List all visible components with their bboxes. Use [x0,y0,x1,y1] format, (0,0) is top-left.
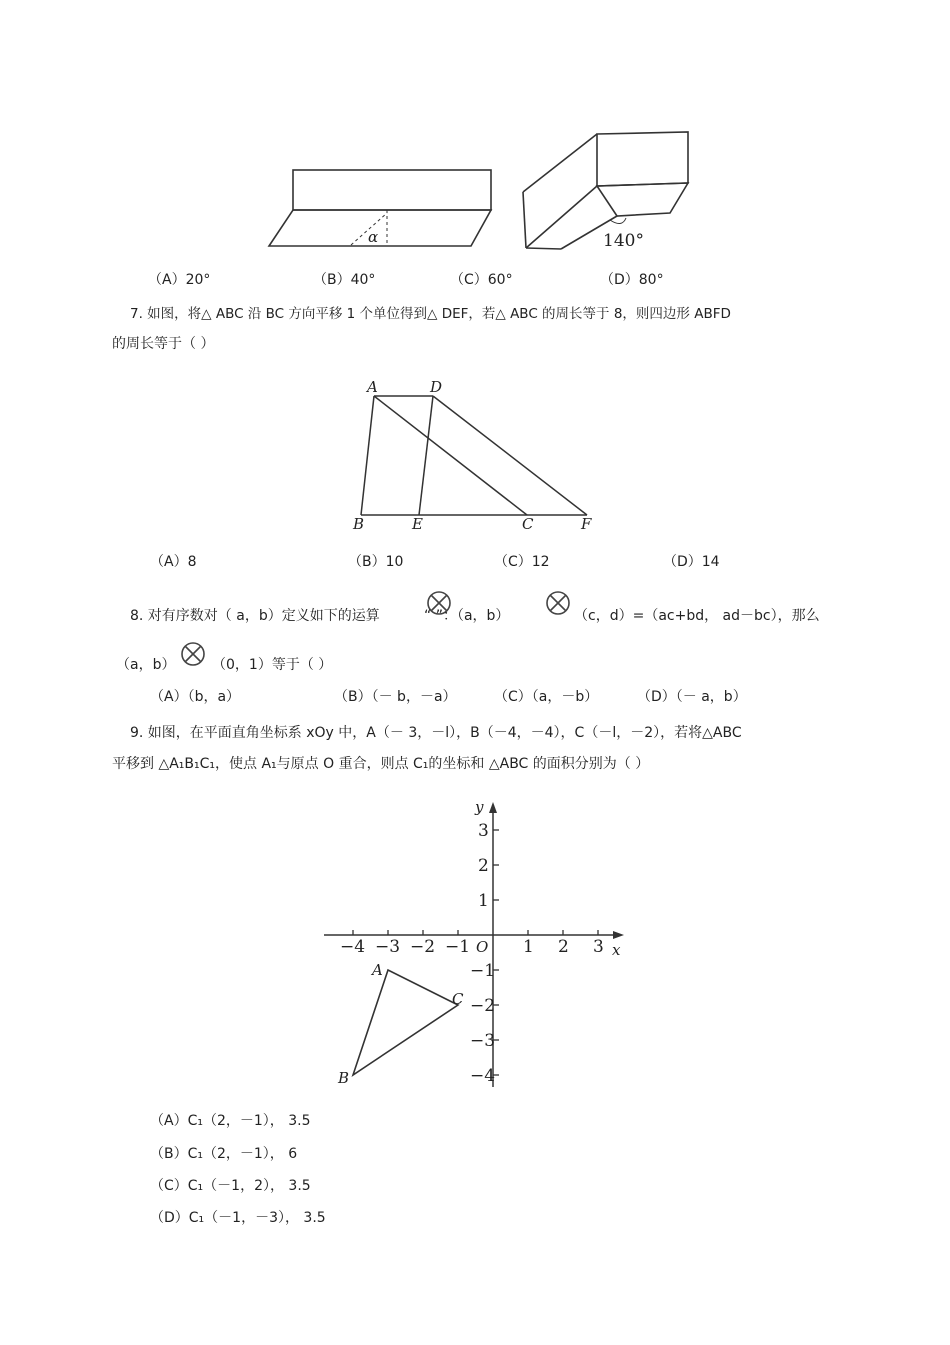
alpha-label: α [368,228,379,246]
q8-option-c[interactable]: （C）（a，－b） [494,689,599,705]
y-tick-label: −4 [470,1066,496,1086]
x-axis-label: x [612,941,621,959]
q8-stem-line1-b: “ ”：（a，b） [424,608,510,624]
q6-option-b[interactable]: （B）40° [313,272,376,288]
q7-option-b[interactable]: （B）10 [348,554,404,570]
q6-option-d[interactable]: （D）80° [600,272,664,288]
point-c-label: C [452,990,464,1008]
q9-stem-line1: 9. 如图，在平面直角坐标系 xOy 中，A（－ 3，－l），B（－4，－4），C（－l，－2），若将△ABC [130,725,742,741]
q8-stem-line1-a: 8. 对有序数对（ a，b）定义如下的运算 [130,608,380,624]
q8-option-b[interactable]: （B）（－ b，－a） [334,689,457,705]
q7-option-c[interactable]: （C）12 [494,554,550,570]
q9-option-c[interactable]: （C）C₁（－1，2）， 3.5 [150,1178,311,1194]
q7-label-b: B [353,515,365,533]
q8-stem-line1-c: （c，d）=（ac+bd， ad－bc），那么 [574,608,820,624]
x-tick-label: −2 [410,937,436,957]
q6-figure-left [265,165,500,250]
x-tick-label: −1 [445,937,471,957]
otimes-icon [180,641,206,667]
q7-label-a: A [367,378,378,396]
q7-label-d: D [430,378,443,396]
x-tick-label: 1 [523,937,534,957]
q8-option-a[interactable]: （A）（b，a） [150,689,241,705]
q9-option-d[interactable]: （D）C₁（－1，－3）， 3.5 [150,1210,326,1226]
q9-option-a[interactable]: （A）C₁（2，－1）， 3.5 [150,1113,311,1129]
q7-option-d[interactable]: （D）14 [663,554,720,570]
y-tick-label: 3 [478,821,489,841]
q7-label-c: C [522,515,534,533]
q6-option-a[interactable]: （A）20° [148,272,211,288]
q9-stem-line2: 平移到 △A₁B₁C₁，使点 A₁与原点 O 重合，则点 C₁的坐标和 △ABC 的面积分别为（ ） [112,756,650,772]
otimes-icon [545,590,571,616]
q6-figure-right [520,128,695,253]
y-tick-label: −2 [470,996,496,1016]
q7-label-e: E [412,515,423,533]
q7-label-f: F [581,515,592,533]
q9-coordinate-figure [320,795,630,1095]
y-tick-label: −3 [470,1031,496,1051]
q8-option-d[interactable]: （D）（－ a，b） [637,689,747,705]
x-tick-label: 3 [593,937,604,957]
q7-stem-line2: 的周长等于（ ） [112,336,215,352]
q7-figure [345,378,605,533]
x-tick-label: −3 [375,937,401,957]
q7-stem-line1: 7. 如图，将△ ABC 沿 BC 方向平移 1 个单位得到△ DEF，若△ ABC 的周长等于 8，则四边形 ABFD [130,306,731,322]
point-a-label: A [372,961,383,979]
x-tick-label: −4 [340,937,366,957]
point-b-label: B [338,1069,350,1087]
q9-option-b[interactable]: （B）C₁（2，－1）， 6 [150,1146,298,1162]
q7-option-a[interactable]: （A）8 [150,554,197,570]
q8-stem-line2-a: （a，b） [116,657,176,673]
angle-140-label: 140° [603,231,644,251]
y-tick-label: −1 [470,961,496,981]
y-tick-label: 2 [478,856,489,876]
q6-option-c[interactable]: （C）60° [450,272,513,288]
x-tick-label: 2 [558,937,569,957]
y-tick-label: 1 [478,891,489,911]
origin-label: O [476,938,489,956]
q8-stem-line2-b: （0，1）等于（ ） [212,657,333,673]
y-axis-label: y [475,798,484,816]
